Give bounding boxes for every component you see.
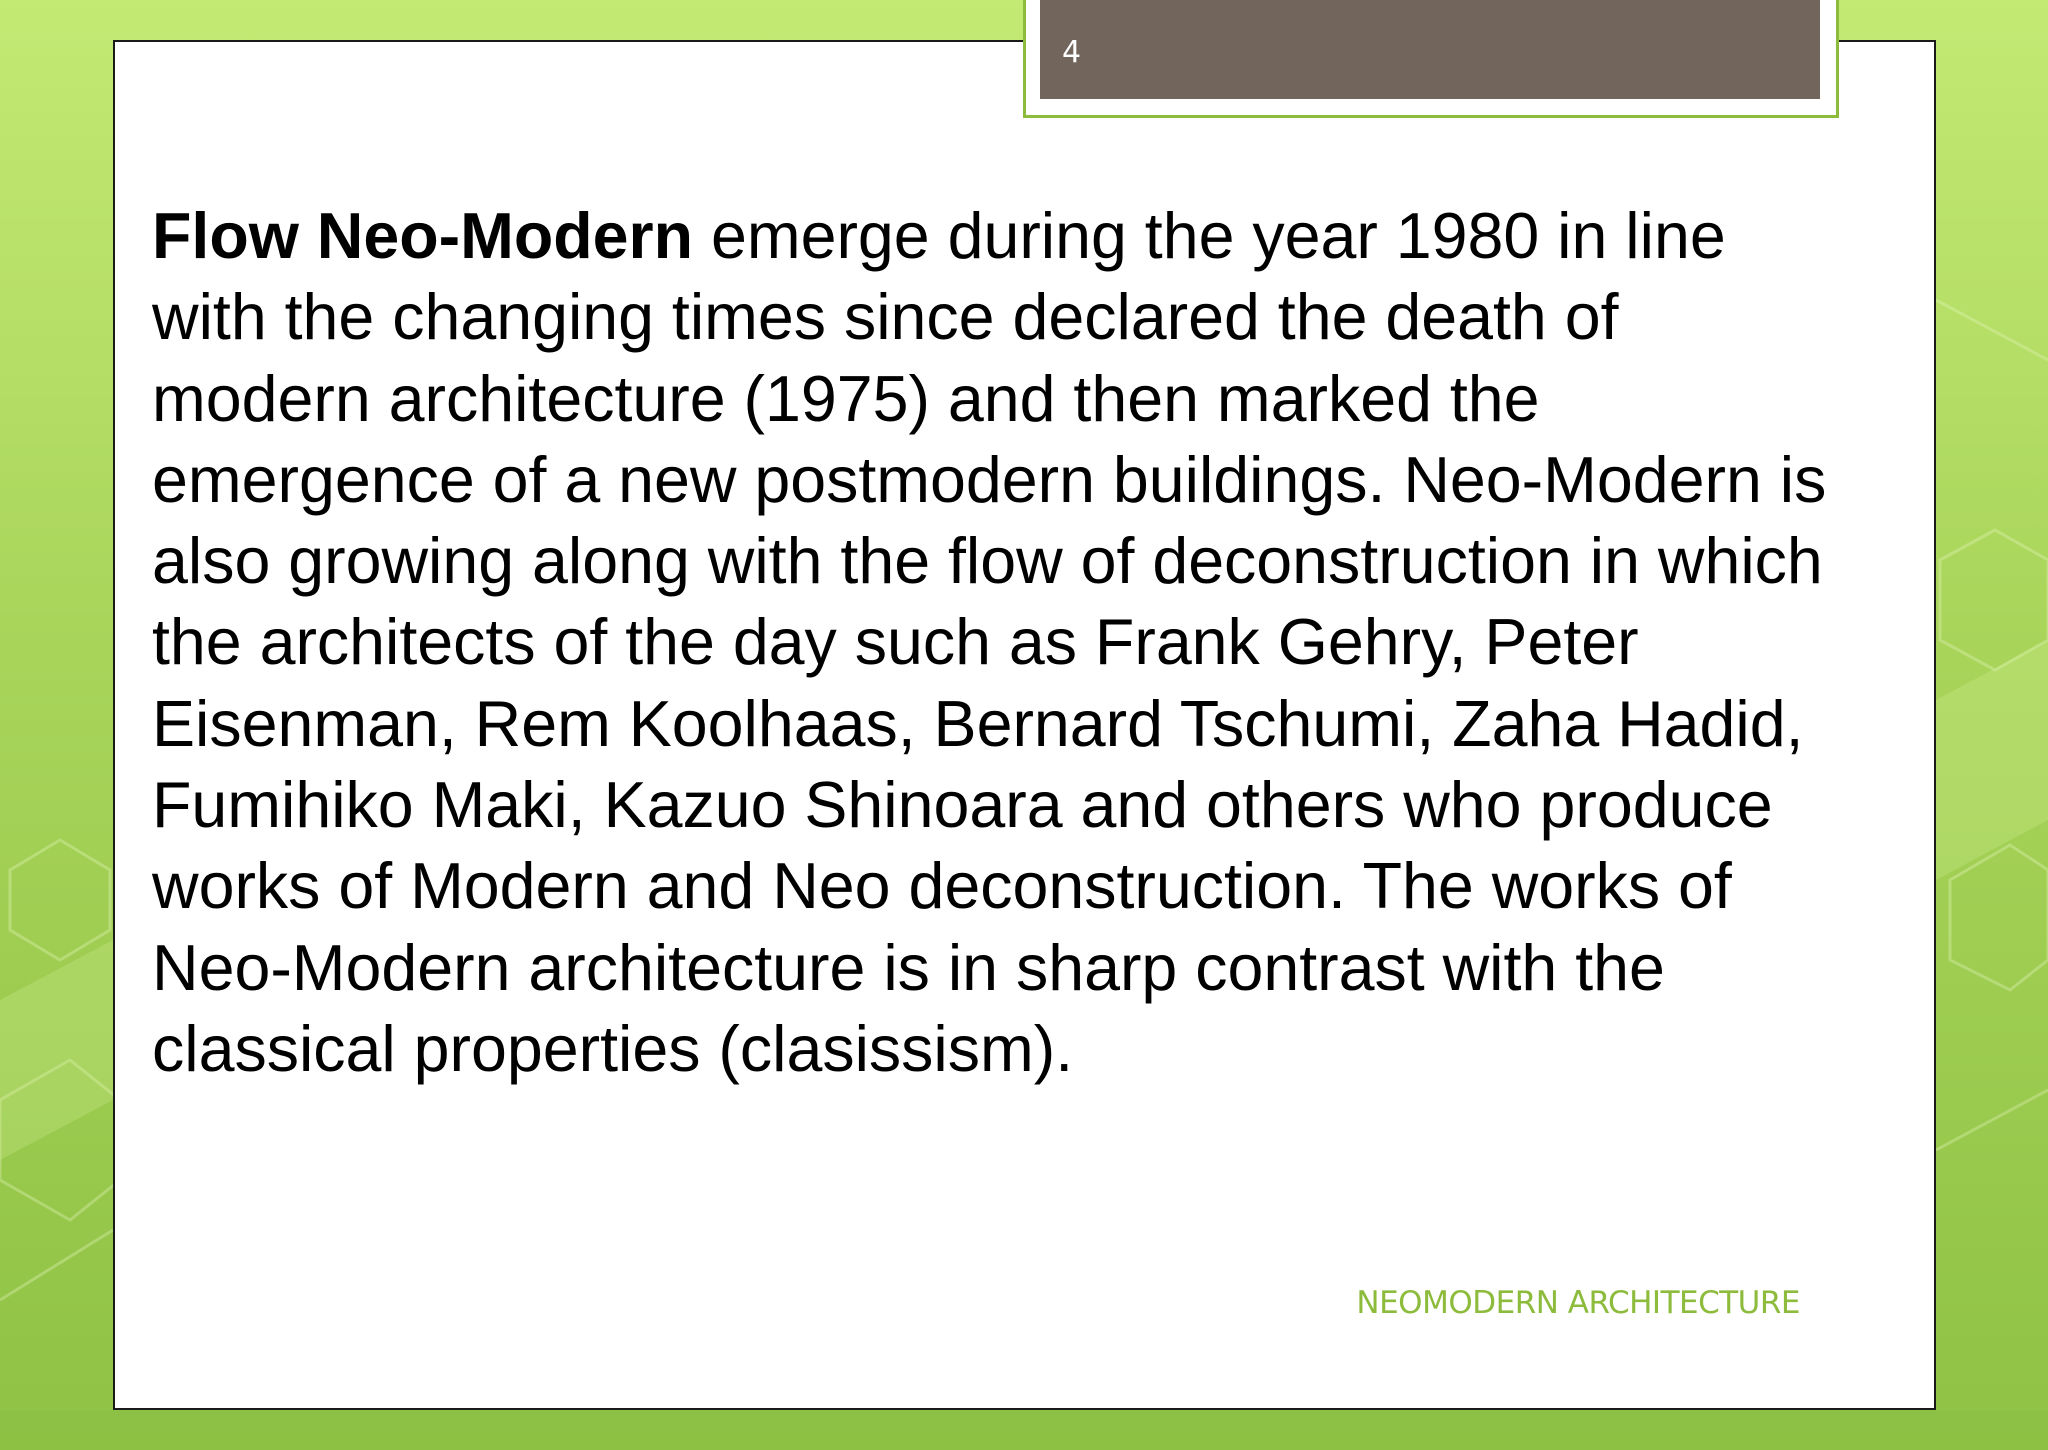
slide-body-text [152, 196, 1852, 1090]
page-number-tab-fill [1040, 0, 1820, 99]
body-lead-phrase: Flow Neo-Modern [152, 200, 694, 272]
footer-title: NEOMODERN ARCHITECTURE [1356, 1285, 1800, 1321]
body-paragraph: emerge during the year 1980 in line with the changing times since declared the death of modern architecture (1975) and then marked the emergence of a new postmodern buildings. Neo-Modern is also growing along with the flow of deconstruction in which the architects of the day such as Frank Gehry, Peter Eisenman, Rem Koolhaas, Bernard Tschumi, Zaha Hadid, Fumihiko Maki, Kazuo Shinoara and others who produce works of Modern and Neo deconstruction. The works of Neo-Modern architecture is in sharp contrast with the classical properties (clasissism). [152, 200, 1827, 1085]
page-number: 4 [1062, 35, 1082, 70]
